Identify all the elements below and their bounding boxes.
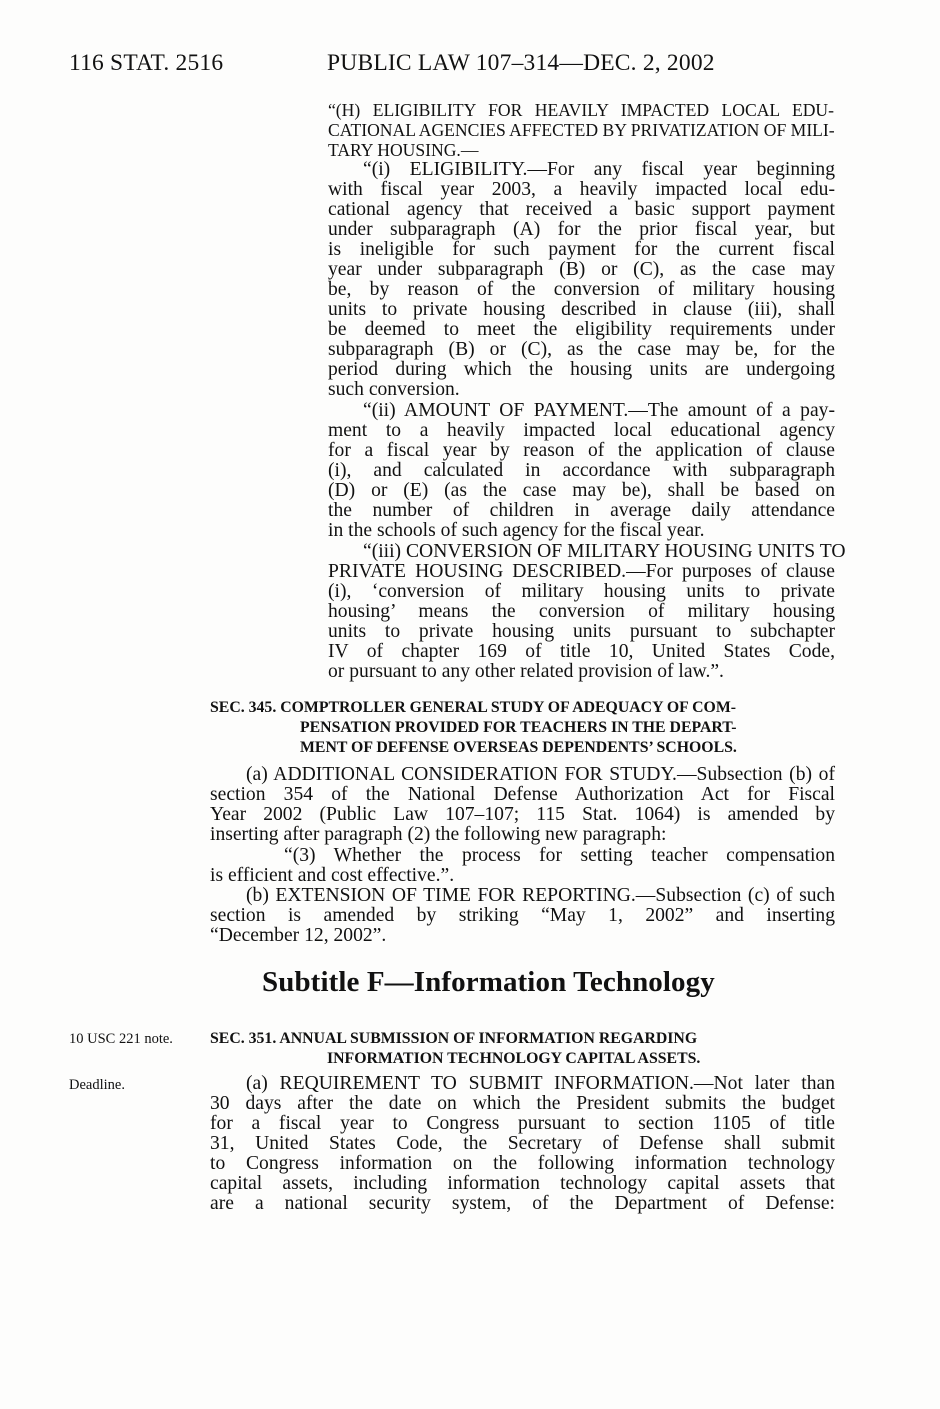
text-line: ment to a heavily impacted local educational agency (328, 420, 835, 441)
text-line: is ineligible for such payment for the current fiscal (328, 239, 835, 260)
text-line: “(i) ELIGIBILITY.—For any fiscal year beginning (363, 159, 835, 180)
text-line: capital assets, including information technology capital assets that (210, 1173, 835, 1194)
text-line: are a national security system, of the Department of Defense: (210, 1193, 835, 1214)
text-line: for a fiscal year to Congress pursuant to section 1105 of title (210, 1113, 835, 1134)
text-line: “(3) Whether the process for setting teacher compensation (284, 845, 835, 866)
text-line: inserting after paragraph (2) the following new paragraph: (210, 824, 667, 845)
text-line: “(ii) AMOUNT OF PAYMENT.—The amount of a pay- (363, 400, 835, 421)
text-line: such conversion. (328, 379, 460, 400)
text-line: CATIONAL AGENCIES AFFECTED BY PRIVATIZATION OF MILI- (328, 120, 835, 140)
text-line: section is amended by striking “May 1, 2002” and inserting (210, 905, 835, 926)
text-line: units to private housing described in clause (iii), shall (328, 299, 835, 320)
subtitle-heading: Subtitle F—Information Technology (262, 966, 715, 998)
text-line: in the schools of such agency for the fiscal year. (328, 520, 705, 541)
text-line: with fiscal year 2003, a heavily impacted local edu- (328, 179, 835, 200)
text-line: be deemed to meet the eligibility requirements under (328, 319, 835, 340)
text-line: (a) ADDITIONAL CONSIDERATION FOR STUDY.—Subsection (b) of (246, 764, 835, 785)
text-line: to Congress information on the following information technology (210, 1153, 835, 1174)
text-line: units to private housing units pursuant to subchapter (328, 621, 835, 642)
text-line: is efficient and cost effective.”. (210, 865, 455, 886)
text-line: (a) REQUIREMENT TO SUBMIT INFORMATION.—Not later than (246, 1073, 835, 1094)
text-line: subparagraph (B) or (C), as the case may be, for the (328, 339, 835, 360)
text-line: (D) or (E) (as the case may be), shall be based on (328, 480, 835, 501)
text-line: the number of children in average daily attendance (328, 500, 835, 521)
text-line: IV of chapter 169 of title 10, United States Code, (328, 641, 835, 662)
page-stat-citation: 116 STAT. 2516 (69, 50, 224, 76)
running-header: PUBLIC LAW 107–314—DEC. 2, 2002 (327, 50, 715, 76)
section-heading-line: INFORMATION TECHNOLOGY CAPITAL ASSETS. (327, 1050, 701, 1067)
text-line: under subparagraph (A) for the prior fiscal year, but (328, 219, 835, 240)
section-heading-line: MENT OF DEFENSE OVERSEAS DEPENDENTS’ SCHOOLS. (300, 739, 737, 756)
section-heading-line: SEC. 345. COMPTROLLER GENERAL STUDY OF ADEQUACY OF COM- (210, 699, 737, 716)
text-line: year under subparagraph (B) or (C), as the case may (328, 259, 835, 280)
text-line: (i), and calculated in accordance with subparagraph (328, 460, 835, 481)
text-line: housing’ means the conversion of military housing (328, 601, 835, 622)
text-line: “December 12, 2002”. (210, 925, 387, 946)
text-line: 31, United States Code, the Secretary of Defense shall submit (210, 1133, 835, 1154)
text-line: “(H) ELIGIBILITY FOR HEAVILY IMPACTED LOCAL EDU- (328, 100, 834, 120)
text-line: cational agency that received a basic support payment (328, 199, 835, 220)
text-line: TARY HOUSING.— (328, 140, 479, 160)
text-line: period during which the housing units are undergoing (328, 359, 835, 380)
text-line: Year 2002 (Public Law 107–107; 115 Stat. 1064) is amended by (210, 804, 835, 825)
text-line: section 354 of the National Defense Authorization Act for Fiscal (210, 784, 835, 805)
text-line: (i), ‘conversion of military housing units to private (328, 581, 835, 602)
section-heading-line: PENSATION PROVIDED FOR TEACHERS IN THE DEPART- (300, 719, 737, 736)
text-line: “(iii) CONVERSION OF MILITARY HOUSING UNITS TO (363, 541, 846, 562)
margin-note-usc: 10 USC 221 note. (69, 1031, 173, 1047)
text-line: 30 days after the date on which the President submits the budget (210, 1093, 835, 1114)
text-line: for a fiscal year by reason of the application of clause (328, 440, 835, 461)
text-line: PRIVATE HOUSING DESCRIBED.—For purposes of clause (328, 561, 835, 582)
text-line: be, by reason of the conversion of military housing (328, 279, 835, 300)
text-line: (b) EXTENSION OF TIME FOR REPORTING.—Subsection (c) of such (246, 885, 835, 906)
margin-note-deadline: Deadline. (69, 1077, 125, 1093)
text-line: or pursuant to any other related provision of law.”. (328, 661, 724, 682)
section-heading-line: SEC. 351. ANNUAL SUBMISSION OF INFORMATION REGARDING (210, 1030, 698, 1047)
